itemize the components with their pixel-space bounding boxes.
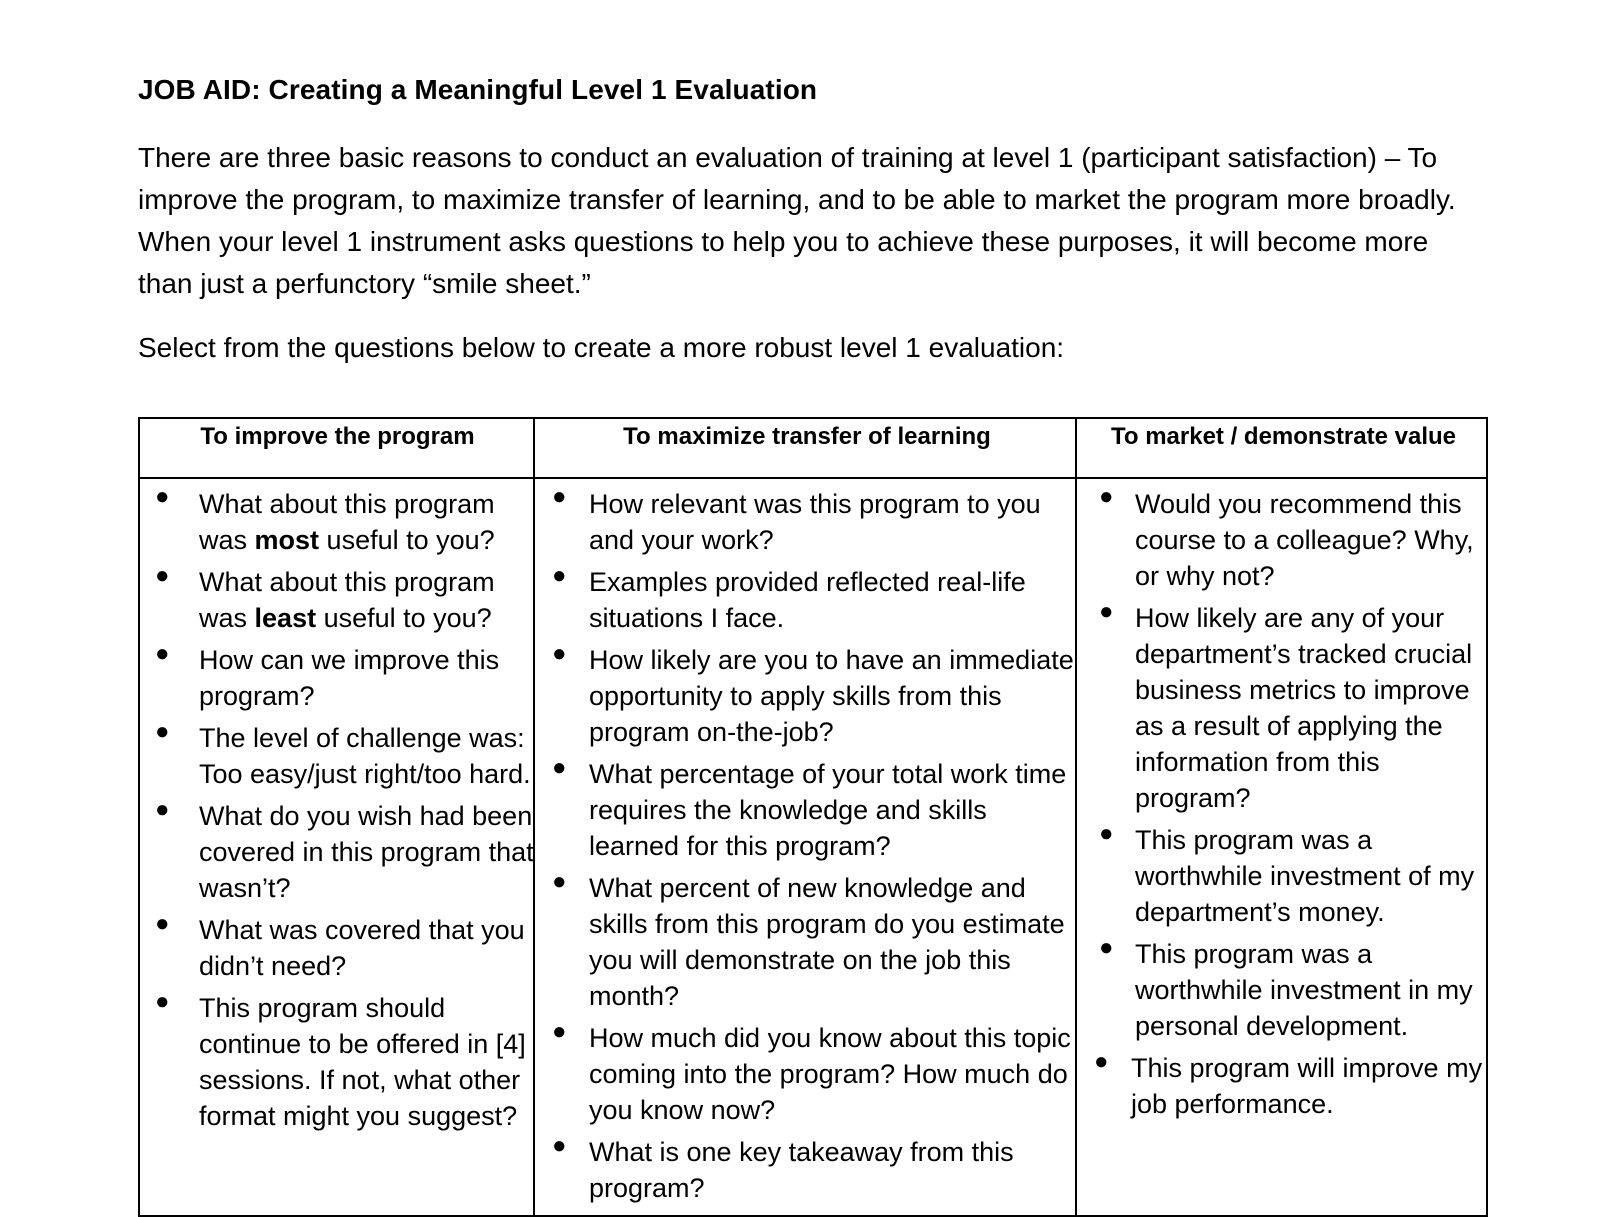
bullet-icon: ● xyxy=(155,718,170,745)
list-item: ● This program will improve my job performance. xyxy=(1079,1044,1488,1122)
column-improve xyxy=(140,479,535,1134)
list-item: ● How likely are any of your department’s tracked crucial business metrics to improve as a result of applying the information from this program? xyxy=(1079,594,1488,816)
bullet-icon: ● xyxy=(155,796,170,823)
list-item: ● This program should continue to be offered in [4] sessions. If not, what other format might you suggest? xyxy=(140,984,535,1134)
emphasis: most xyxy=(254,525,320,555)
list-item: ● This program was a worthwhile investment in my personal development. xyxy=(1079,930,1488,1044)
question-list xyxy=(1079,479,1488,1122)
bullet-icon: ● xyxy=(155,910,170,937)
column-header-improve: To improve the program xyxy=(200,423,475,450)
instruction-paragraph: Select from the questions below to create a more robust level 1 evaluation: xyxy=(138,332,1065,363)
list-item: ● How can we improve this program? xyxy=(140,636,535,714)
bullet-icon: ● xyxy=(1099,820,1114,847)
questions-table xyxy=(138,417,1488,1217)
list-item: ● The level of challenge was: Too easy/just right/too hard. xyxy=(140,714,535,792)
list-item: ● This program was a worthwhile investment of my department’s money. xyxy=(1079,816,1488,930)
bullet-icon: ● xyxy=(1099,598,1114,625)
emphasis: least xyxy=(254,603,317,633)
column-header-market: To market / demonstrate value xyxy=(1111,423,1456,450)
list-item: ● What was covered that you didn’t need? xyxy=(140,906,535,984)
bullet-icon: ● xyxy=(552,1132,567,1159)
list-item: ● What about this program was most useful to you? xyxy=(140,479,535,558)
bullet-icon: ● xyxy=(552,640,567,667)
column-header-transfer: To maximize transfer of learning xyxy=(623,423,991,450)
list-item: ● What percent of new knowledge and skills from this program do you estimate you will demonstrate on the job this month? xyxy=(537,864,1077,1014)
bullet-icon: ● xyxy=(552,562,567,589)
question-list xyxy=(537,479,1077,1206)
bullet-icon: ● xyxy=(552,868,567,895)
column-transfer xyxy=(537,479,1077,1206)
bullet-icon: ● xyxy=(552,1018,567,1045)
bullet-icon: ● xyxy=(155,562,170,589)
list-item: ● How relevant was this program to you and your work? xyxy=(537,479,1077,558)
list-item: ● What about this program was least useful to you? xyxy=(140,558,535,636)
bullet-icon: ● xyxy=(1099,934,1114,961)
list-item: ● What is one key takeaway from this program? xyxy=(537,1128,1077,1206)
bullet-icon: ● xyxy=(155,640,170,667)
list-item: ● How much did you know about this topic coming into the program? How much do you know now? xyxy=(537,1014,1077,1128)
bullet-icon: ● xyxy=(552,483,567,510)
bullet-icon: ● xyxy=(155,988,170,1015)
list-item: ● Examples provided reflected real-life situations I face. xyxy=(537,558,1077,636)
bullet-icon: ● xyxy=(1099,483,1114,510)
bullet-icon: ● xyxy=(552,754,567,781)
bullet-icon: ● xyxy=(155,483,170,510)
list-item: ● What percentage of your total work time requires the knowledge and skills learned for this program? xyxy=(537,750,1077,864)
list-item: ● Would you recommend this course to a colleague? Why, or why not? xyxy=(1079,479,1488,594)
list-item: ● How likely are you to have an immediate opportunity to apply skills from this program on-the-job? xyxy=(537,636,1077,750)
bullet-icon: ● xyxy=(1094,1048,1109,1075)
list-item: ● What do you wish had been covered in this program that wasn’t? xyxy=(140,792,535,906)
column-market xyxy=(1079,479,1488,1122)
document-title: JOB AID: Creating a Meaningful Level 1 Evaluation xyxy=(138,74,818,105)
question-list xyxy=(140,479,535,1134)
intro-paragraph: There are three basic reasons to conduct an evaluation of training at level 1 (participant satisfaction) – To improve the program, to maximize transfer of learning, and to be able to market the program more broadly. When your level 1 instrument asks questions to help you to achieve these purposes, it will become more than just a perfunctory “smile sheet.” xyxy=(138,142,1456,299)
